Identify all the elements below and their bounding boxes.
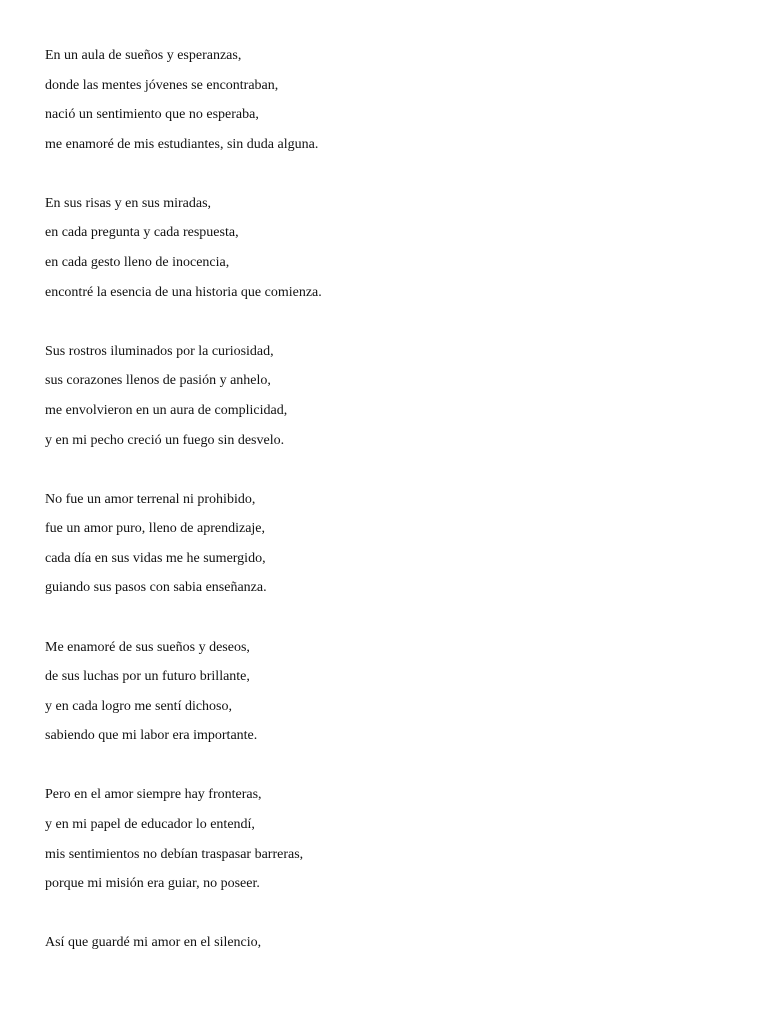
poem-line: fue un amor puro, lleno de aprendizaje, bbox=[45, 521, 266, 537]
poem-line: y en cada logro me sentí dichoso, bbox=[45, 698, 233, 714]
stanza-1 bbox=[45, 41, 745, 159]
stanza-5 bbox=[45, 633, 745, 751]
poem-line: En sus risas y en sus miradas, bbox=[45, 195, 212, 211]
poem-line: nació un sentimiento que no esperaba, bbox=[45, 107, 259, 123]
poem-line: y en mi papel de educador lo entendí, bbox=[45, 816, 255, 832]
poem-line: cada día en sus vidas me he sumergido, bbox=[45, 550, 266, 566]
poem-line: en cada gesto lleno de inocencia, bbox=[45, 255, 230, 271]
stanza-4 bbox=[45, 485, 745, 603]
stanza-6 bbox=[45, 780, 745, 898]
poem-line: sus corazones llenos de pasión y anhelo, bbox=[45, 373, 271, 389]
poem-line: en cada pregunta y cada respuesta, bbox=[45, 225, 239, 241]
poem-line: donde las mentes jóvenes se encontraban, bbox=[45, 77, 279, 93]
poem-line: En un aula de sueños y esperanzas, bbox=[45, 48, 242, 63]
stanza-3 bbox=[45, 337, 745, 455]
poem-line: de sus luchas por un futuro brillante, bbox=[45, 669, 250, 685]
poem-line: guiando sus pasos con sabia enseñanza. bbox=[45, 580, 267, 596]
poem-line: porque mi misión era guiar, no poseer. bbox=[45, 876, 260, 892]
poem-line: mis sentimientos no debían traspasar barreras, bbox=[45, 846, 304, 862]
stanza-2 bbox=[45, 189, 745, 307]
poem-line: me envolvieron en un aura de complicidad, bbox=[45, 402, 288, 418]
poem-line: encontré la esencia de una historia que comienza. bbox=[45, 284, 322, 300]
poem-line: Pero en el amor siempre hay fronteras, bbox=[45, 787, 262, 803]
poem-line: Sus rostros iluminados por la curiosidad, bbox=[45, 343, 274, 359]
document-page bbox=[45, 41, 745, 987]
poem-line: y en mi pecho creció un fuego sin desvelo. bbox=[45, 432, 285, 448]
stanza-7 bbox=[45, 928, 745, 958]
poem-line: Así que guardé mi amor en el silencio, bbox=[45, 935, 262, 951]
poem-line: No fue un amor terrenal ni prohibido, bbox=[45, 491, 256, 507]
poem-line: me enamoré de mis estudiantes, sin duda alguna. bbox=[45, 136, 319, 152]
poem-line: sabiendo que mi labor era importante. bbox=[45, 728, 258, 744]
poem-line: Me enamoré de sus sueños y deseos, bbox=[45, 639, 250, 655]
